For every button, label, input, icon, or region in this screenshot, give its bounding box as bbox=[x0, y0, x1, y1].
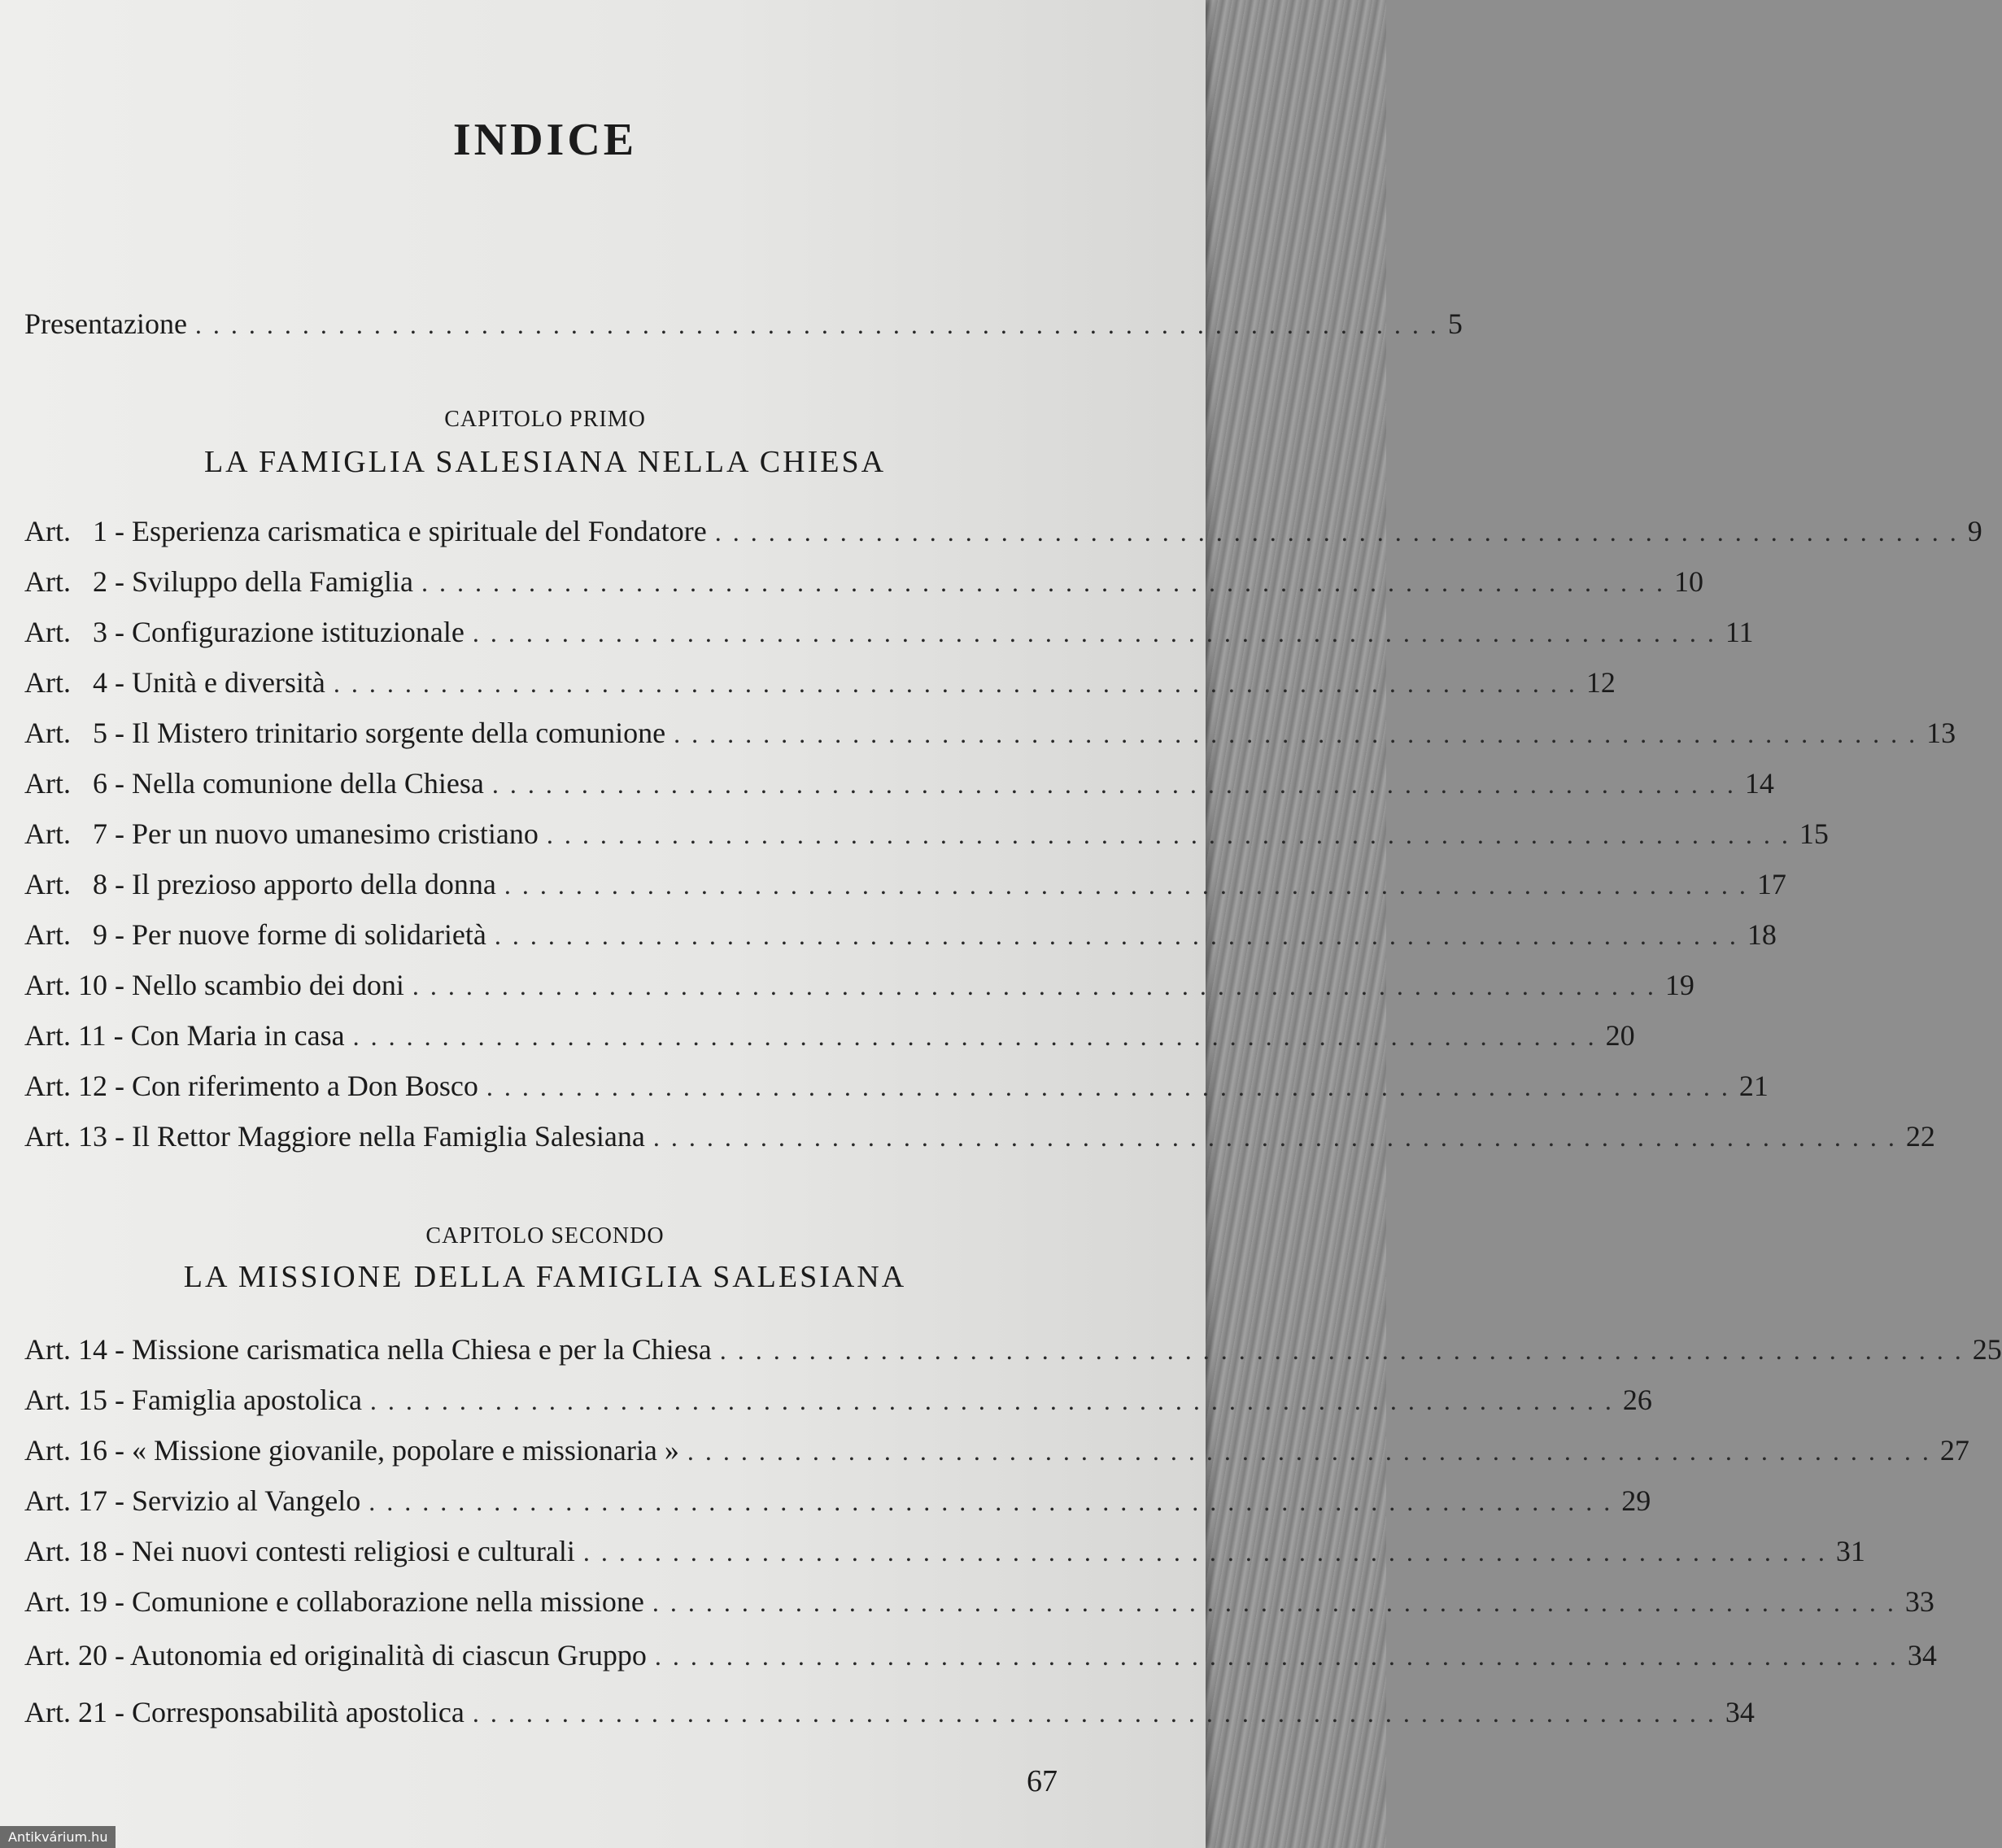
watermark: Antikvárium.hu bbox=[0, 1826, 116, 1848]
dot-leader: ...................................................................... bbox=[719, 1336, 1973, 1365]
article-number: Art. 9 - bbox=[24, 918, 132, 951]
dot-leader: ...................................................................... bbox=[472, 1698, 1725, 1728]
article-number: Art. 16 - bbox=[24, 1434, 132, 1467]
toc-entry-title: Famiglia apostolica bbox=[131, 1384, 362, 1416]
dot-leader: ...................................................................... bbox=[421, 568, 1674, 597]
toc-entry-title: Il Mistero trinitario sorgente della comunione bbox=[131, 717, 666, 749]
dot-leader: ...................................................................... bbox=[472, 618, 1725, 647]
toc-page-number: 22 bbox=[1905, 1120, 1935, 1153]
toc-page-number: 12 bbox=[1585, 666, 1616, 699]
toc-page-number: 15 bbox=[1799, 817, 1829, 850]
dot-leader: ...................................................................... bbox=[333, 669, 1586, 698]
toc-entry bbox=[24, 1531, 1865, 1571]
toc-entry bbox=[24, 1430, 1969, 1471]
chapter-2-heading: LA MISSIONE DELLA FAMIGLIA SALESIANA bbox=[183, 1260, 907, 1294]
chapter-1-heading: LA FAMIGLIA SALESIANA NELLA CHIESA bbox=[203, 445, 887, 479]
toc-entry-presentazione bbox=[24, 303, 1463, 344]
dot-leader: ...................................................................... bbox=[674, 719, 1927, 748]
article-number: Art. 5 - bbox=[24, 717, 132, 749]
toc-entry bbox=[24, 864, 1786, 904]
toc-entry bbox=[24, 612, 1754, 652]
toc-page-number: 13 bbox=[1926, 717, 1956, 749]
toc-entry bbox=[24, 1379, 1652, 1420]
toc-entry bbox=[24, 662, 1616, 703]
toc-entry bbox=[24, 1480, 1651, 1521]
article-number: Art. 17 - bbox=[24, 1484, 132, 1517]
toc-page-number: 21 bbox=[1738, 1070, 1769, 1102]
article-number: Art. 21 - bbox=[24, 1696, 132, 1728]
toc-entry-title: Il Rettor Maggiore nella Famiglia Salesiana bbox=[131, 1120, 645, 1153]
chapter-1-kicker: CAPITOLO PRIMO bbox=[444, 407, 646, 432]
toc-page-number: 19 bbox=[1664, 969, 1695, 1001]
toc-entry bbox=[24, 1329, 2002, 1370]
article-number: Art. 10 - bbox=[24, 969, 132, 1001]
toc-page-number: 25 bbox=[1972, 1333, 2002, 1366]
dot-leader: ...................................................................... bbox=[352, 1022, 1606, 1051]
dot-leader: ...................................................................... bbox=[504, 870, 1757, 900]
toc-page-number: 27 bbox=[1939, 1434, 1969, 1467]
article-number: Art. 18 - bbox=[24, 1535, 132, 1567]
dot-leader: ...................................................................... bbox=[687, 1436, 1940, 1466]
page-title: INDICE bbox=[452, 115, 638, 165]
toc-entry-title: Configurazione istituzionale bbox=[131, 616, 465, 648]
toc-page-number: 17 bbox=[1756, 868, 1786, 900]
toc-entry-title: Comunione e collaborazione nella missione bbox=[131, 1585, 644, 1618]
toc-page-number: 9 bbox=[1967, 515, 1982, 547]
dot-leader: ...................................................................... bbox=[369, 1487, 1622, 1516]
article-number: Art. 19 - bbox=[24, 1585, 132, 1618]
toc-entry bbox=[24, 511, 1982, 551]
toc-page-number: 34 bbox=[1725, 1696, 1755, 1728]
dot-leader: ...................................................................... bbox=[714, 517, 1968, 547]
toc-page-number: 31 bbox=[1835, 1535, 1865, 1567]
toc-entry-title: Corresponsabilità apostolica bbox=[131, 1696, 465, 1728]
toc-page-number: 33 bbox=[1904, 1585, 1934, 1618]
dot-leader: ...................................................................... bbox=[652, 1588, 1905, 1617]
article-number: Art. 20 - bbox=[24, 1639, 130, 1671]
article-number: Art. 11 - bbox=[24, 1019, 131, 1052]
article-number: Art. 14 - bbox=[24, 1333, 132, 1366]
toc-entry-title: Nei nuovi contesti religiosi e culturali bbox=[131, 1535, 575, 1567]
article-number: Art. 7 - bbox=[24, 817, 132, 850]
toc-entry-title: Presentazione bbox=[24, 307, 187, 340]
toc-entry-title: Il prezioso apporto della donna bbox=[131, 868, 496, 900]
toc-entry-title: Per un nuovo umanesimo cristiano bbox=[131, 817, 539, 850]
toc-entry bbox=[24, 1066, 1769, 1106]
toc-entry bbox=[24, 1635, 1937, 1676]
toc-page-number: 11 bbox=[1725, 616, 1754, 648]
toc-entry bbox=[24, 914, 1777, 955]
toc-entry-title: Unità e diversità bbox=[131, 666, 325, 699]
dot-leader: ...................................................................... bbox=[494, 921, 1747, 950]
toc-entry-title: Servizio al Vangelo bbox=[131, 1484, 361, 1517]
article-number: Art. 3 - bbox=[24, 616, 132, 648]
toc-page-number: 20 bbox=[1605, 1019, 1635, 1052]
dot-leader: ...................................................................... bbox=[491, 769, 1745, 799]
toc-page-number: 18 bbox=[1747, 918, 1777, 951]
dot-leader: ...................................................................... bbox=[369, 1386, 1623, 1415]
toc-entry-title: « Missione giovanile, popolare e missionaria » bbox=[131, 1434, 679, 1467]
toc-entry bbox=[24, 1692, 1755, 1732]
toc-entry-title: Esperienza carismatica e spirituale del Fondatore bbox=[131, 515, 707, 547]
toc-page-number: 14 bbox=[1744, 767, 1774, 800]
toc-entry-title: Autonomia ed originalità di ciascun Gruppo bbox=[130, 1639, 647, 1671]
toc-entry-title: Nello scambio dei doni bbox=[131, 969, 404, 1001]
toc-entry bbox=[24, 1581, 1934, 1622]
toc-entry bbox=[24, 561, 1703, 602]
article-number: Art. 2 - bbox=[24, 565, 132, 598]
toc-entry bbox=[24, 713, 1956, 753]
toc-entry bbox=[24, 1015, 1635, 1056]
chapter-2-kicker: CAPITOLO SECONDO bbox=[425, 1223, 665, 1249]
article-number: Art. 4 - bbox=[24, 666, 132, 699]
dot-leader: ...................................................................... bbox=[412, 971, 1665, 1000]
dot-leader: ...................................................................... bbox=[652, 1122, 1906, 1152]
toc-entry-title: Con Maria in casa bbox=[130, 1019, 345, 1052]
article-number: Art. 6 - bbox=[24, 767, 132, 800]
article-number: Art. 12 - bbox=[24, 1070, 132, 1102]
toc-page-number: 5 bbox=[1447, 307, 1463, 340]
dot-leader: ...................................................................... bbox=[486, 1072, 1739, 1101]
toc-page-number: 29 bbox=[1621, 1484, 1651, 1517]
toc-entry bbox=[24, 965, 1695, 1005]
article-number: Art. 15 - bbox=[24, 1384, 132, 1416]
dot-leader: ...................................................................... bbox=[194, 310, 1448, 339]
toc-entry bbox=[24, 763, 1774, 804]
toc-page-number: 34 bbox=[1907, 1639, 1937, 1671]
folio-page-number: 67 bbox=[1027, 1764, 1058, 1798]
dot-leader: ...................................................................... bbox=[582, 1537, 1836, 1567]
toc-entry-title: Con riferimento a Don Bosco bbox=[131, 1070, 478, 1102]
toc-page-number: 26 bbox=[1622, 1384, 1652, 1416]
toc-entry-title: Sviluppo della Famiglia bbox=[131, 565, 413, 598]
dot-leader: ...................................................................... bbox=[654, 1641, 1908, 1671]
toc-entry-title: Per nuove forme di solidarietà bbox=[131, 918, 486, 951]
toc-entry bbox=[24, 813, 1829, 854]
dot-leader: ...................................................................... bbox=[546, 820, 1799, 849]
toc-entry bbox=[24, 1116, 1935, 1157]
article-number: Art. 8 - bbox=[24, 868, 132, 900]
toc-page-number: 10 bbox=[1673, 565, 1703, 598]
article-number: Art. 13 - bbox=[24, 1120, 132, 1153]
toc-entry-title: Missione carismatica nella Chiesa e per la Chiesa bbox=[131, 1333, 712, 1366]
article-number: Art. 1 - bbox=[24, 515, 132, 547]
toc-entry-title: Nella comunione della Chiesa bbox=[131, 767, 484, 800]
